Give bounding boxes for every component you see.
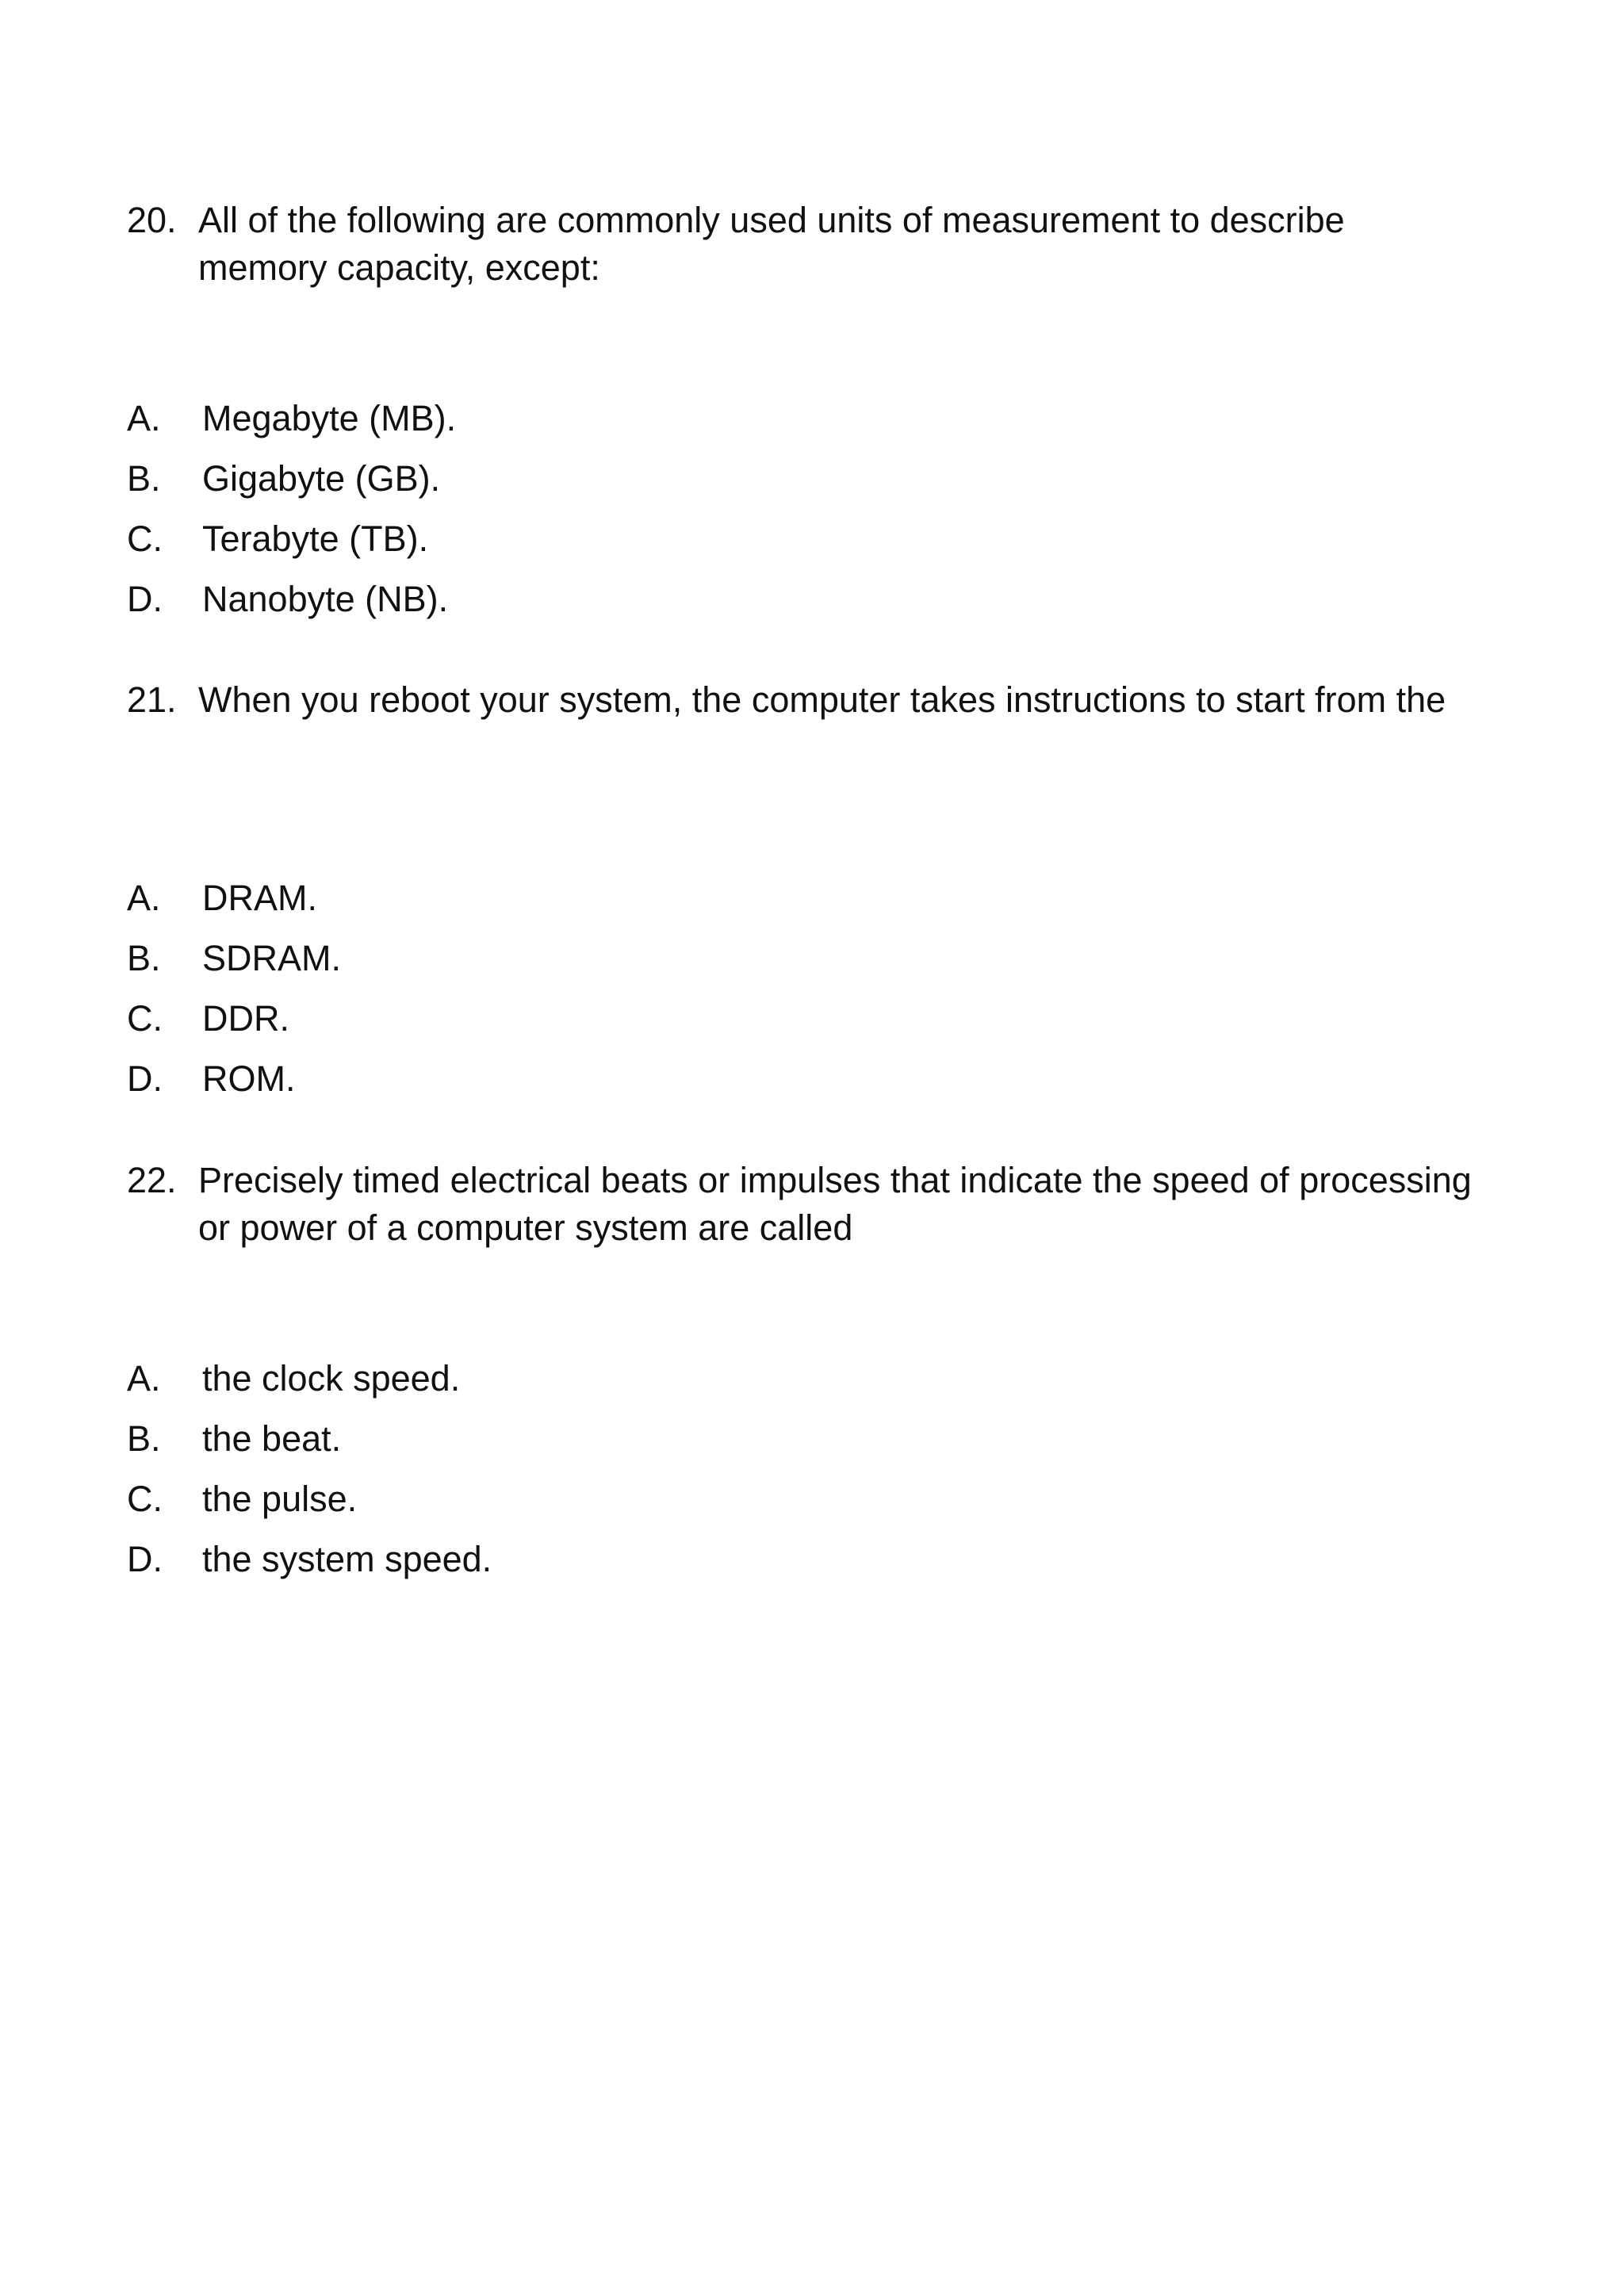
- option-text: the beat.: [202, 1418, 342, 1459]
- option-letter: A.: [127, 1358, 161, 1399]
- question-text: When you reboot your system, the computer takes instructions to start from the: [198, 679, 1446, 720]
- option-c: [127, 995, 341, 1055]
- option-d: [127, 1055, 341, 1115]
- option-text: Terabyte (TB).: [202, 519, 429, 559]
- option-text: the clock speed.: [202, 1358, 461, 1399]
- option-text: Nanobyte (NB).: [202, 579, 449, 619]
- option-letter: A.: [127, 398, 161, 438]
- question-20: [127, 197, 1475, 619]
- option-letter: C.: [127, 998, 163, 1039]
- option-text: DDR.: [202, 998, 289, 1039]
- option-letter: A.: [127, 878, 161, 918]
- answer-options: [127, 1355, 492, 1596]
- option-text: Gigabyte (GB).: [202, 458, 441, 499]
- option-text: Megabyte (MB).: [202, 398, 457, 438]
- option-a: [127, 1355, 492, 1415]
- option-letter: D.: [127, 1058, 163, 1099]
- option-letter: D.: [127, 579, 163, 619]
- option-a: [127, 395, 456, 455]
- option-text: DRAM.: [202, 878, 317, 918]
- option-b: [127, 1415, 492, 1475]
- option-b: [127, 935, 341, 995]
- option-text: SDRAM.: [202, 938, 342, 978]
- option-d: [127, 1536, 492, 1596]
- question-stem: [127, 1157, 1475, 1252]
- option-b: [127, 455, 456, 515]
- question-22: [127, 1157, 1475, 1579]
- question-number: 21.: [127, 679, 177, 720]
- answer-options: [127, 395, 456, 636]
- option-text: the pulse.: [202, 1479, 358, 1519]
- question-stem: [127, 197, 1475, 292]
- option-letter: B.: [127, 458, 161, 499]
- question-21: [127, 676, 1475, 1099]
- option-letter: C.: [127, 519, 163, 559]
- answer-options: [127, 874, 341, 1115]
- option-letter: C.: [127, 1479, 163, 1519]
- question-number: 20.: [127, 200, 177, 240]
- question-text: Precisely timed electrical beats or impulses that indicate the speed of processing or power of a computer system are called: [198, 1160, 1472, 1248]
- question-text: All of the following are commonly used units of measurement to describe memory capacity, except:: [198, 200, 1345, 288]
- option-a: [127, 874, 341, 935]
- question-stem: [127, 676, 1475, 724]
- question-number: 22.: [127, 1160, 177, 1200]
- option-c: [127, 515, 456, 576]
- option-text: ROM.: [202, 1058, 296, 1099]
- option-d: [127, 576, 456, 636]
- option-letter: B.: [127, 938, 161, 978]
- option-letter: B.: [127, 1418, 161, 1459]
- option-letter: D.: [127, 1539, 163, 1579]
- option-c: [127, 1475, 492, 1536]
- option-text: the system speed.: [202, 1539, 492, 1579]
